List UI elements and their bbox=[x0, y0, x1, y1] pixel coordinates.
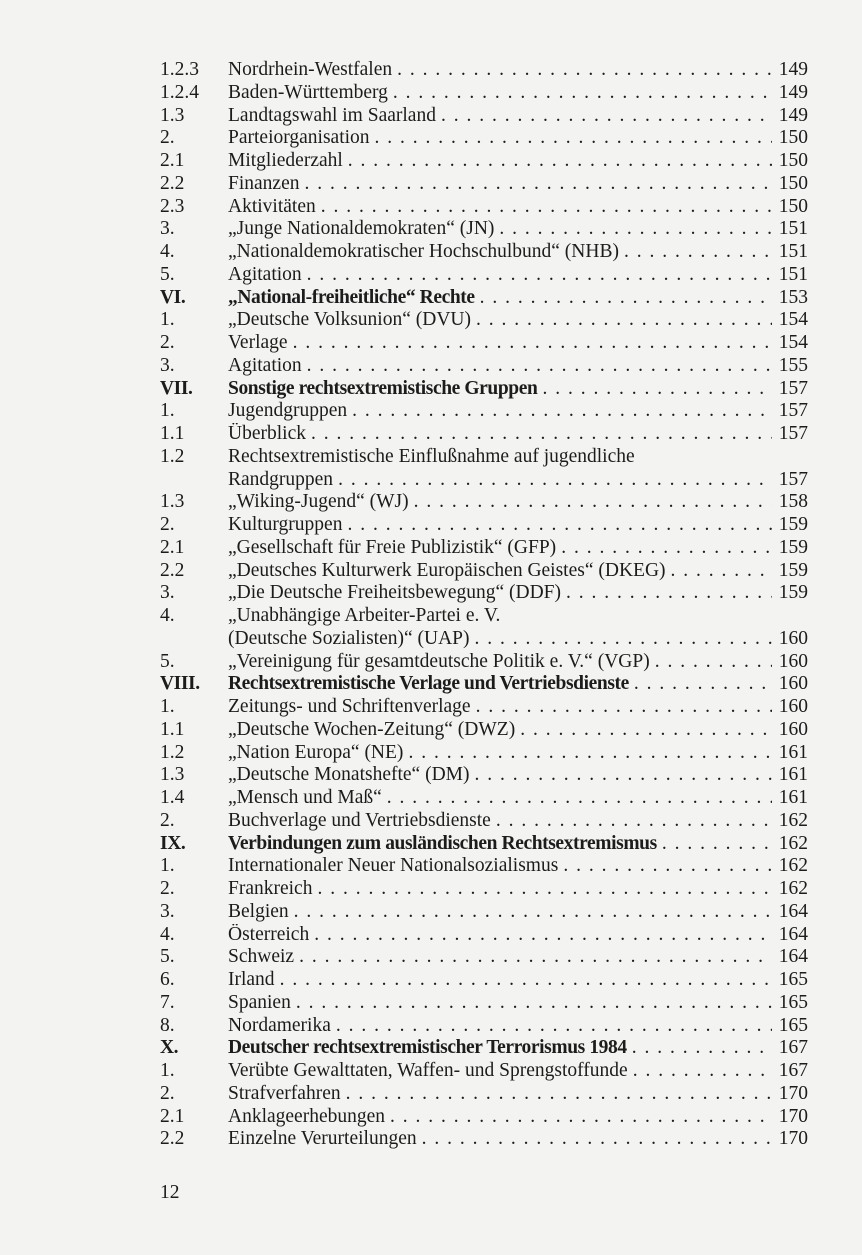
toc-number: 2.1 bbox=[160, 150, 185, 171]
toc-entry bbox=[228, 969, 772, 992]
toc-title: Spanien bbox=[228, 992, 296, 1013]
toc-page-number: 162 bbox=[778, 855, 808, 877]
toc-title: Agitation bbox=[228, 355, 307, 376]
toc-number: 1. bbox=[160, 309, 175, 331]
toc-row bbox=[160, 787, 808, 810]
toc-title: Belgien bbox=[228, 901, 294, 922]
toc-page-number: 160 bbox=[778, 627, 808, 649]
toc-number: 2.3 bbox=[160, 195, 185, 217]
toc-page-number: 167 bbox=[778, 1037, 808, 1059]
toc-page-number: 160 bbox=[778, 650, 808, 672]
toc-title: „Deutsches Kulturwerk Europäischen Geistes“ (DKEG) bbox=[228, 560, 671, 581]
toc-number: 1. bbox=[160, 1060, 175, 1081]
toc-row bbox=[160, 924, 808, 947]
toc-row bbox=[160, 969, 808, 992]
toc-entry bbox=[228, 992, 772, 1015]
toc-title: Rechtsextremistische Einflußnahme auf jugendliche bbox=[228, 445, 635, 467]
toc-row bbox=[160, 719, 808, 742]
toc-title: Rechtsextremistische Verlage und Vertriebsdienste bbox=[228, 673, 634, 694]
toc-page-number: 161 bbox=[778, 764, 808, 786]
toc-page-number: 155 bbox=[778, 354, 808, 376]
toc-row bbox=[160, 560, 808, 583]
toc-number: 5. bbox=[160, 263, 175, 285]
toc-page-number: 164 bbox=[778, 900, 808, 922]
toc-page-number: 150 bbox=[778, 127, 808, 149]
toc-number: 1.1 bbox=[160, 423, 185, 444]
toc-number: 1.3 bbox=[160, 491, 185, 513]
toc-page-number: 158 bbox=[778, 491, 808, 513]
toc-number: 2.2 bbox=[160, 559, 185, 581]
toc-row bbox=[160, 946, 808, 969]
toc-row bbox=[160, 1106, 808, 1129]
toc-row bbox=[160, 105, 808, 128]
toc-number: 5. bbox=[160, 946, 175, 968]
toc-number: 8. bbox=[160, 1014, 175, 1036]
toc-entry bbox=[228, 196, 772, 219]
toc-row bbox=[160, 196, 808, 219]
toc-title: Österreich bbox=[228, 924, 314, 945]
toc-title: Nordrhein-Westfalen bbox=[228, 59, 397, 80]
toc-row bbox=[160, 218, 808, 241]
toc-row bbox=[160, 696, 808, 719]
toc-row bbox=[160, 1060, 808, 1083]
toc-row bbox=[160, 1015, 808, 1038]
toc-title: Kulturgruppen bbox=[228, 514, 347, 535]
toc-entry bbox=[228, 218, 772, 241]
toc-entry bbox=[228, 309, 772, 332]
toc-number: 2. bbox=[160, 1082, 175, 1104]
toc-title: Sonstige rechtsextremistische Gruppen bbox=[228, 378, 542, 399]
toc-entry bbox=[228, 514, 772, 537]
toc-number: 3. bbox=[160, 218, 175, 240]
toc-entry bbox=[228, 423, 772, 446]
toc-entry bbox=[228, 673, 772, 696]
toc-page-number: 157 bbox=[778, 377, 808, 399]
toc-chapter-row bbox=[160, 673, 808, 696]
toc-title: „Unabhängige Arbeiter-Partei e. V. bbox=[228, 605, 501, 626]
toc-title: „Nationaldemokratischer Hochschulbund“ (NHB) bbox=[228, 241, 624, 262]
toc-entry bbox=[228, 833, 772, 856]
toc-row bbox=[160, 309, 808, 332]
toc-number: 1. bbox=[160, 855, 175, 877]
toc-entry bbox=[228, 787, 772, 810]
toc-number: VI. bbox=[160, 286, 186, 308]
toc-number: 2. bbox=[160, 514, 175, 535]
toc-title: „Nation Europa“ (NE) bbox=[228, 742, 408, 763]
toc-page-number: 150 bbox=[778, 195, 808, 217]
toc-page-number: 159 bbox=[778, 559, 808, 581]
toc-entry bbox=[228, 582, 772, 605]
toc-title: Jugendgruppen bbox=[228, 400, 352, 421]
toc-title: Mitgliederzahl bbox=[228, 150, 348, 171]
toc-number: IX. bbox=[160, 832, 186, 854]
toc-number: 3. bbox=[160, 900, 175, 922]
toc-page-number: 165 bbox=[778, 991, 808, 1013]
toc-number: 7. bbox=[160, 991, 175, 1013]
toc-row bbox=[160, 332, 808, 355]
toc-number: X. bbox=[160, 1037, 179, 1059]
toc-title: „National-freiheitliche“ Rechte bbox=[228, 287, 480, 308]
toc-row bbox=[160, 241, 808, 264]
toc-entry bbox=[228, 924, 772, 947]
toc-number: VIII. bbox=[160, 673, 200, 695]
toc-title: Buchverlage und Vertriebsdienste bbox=[228, 810, 496, 831]
toc-title: Landtagswahl im Saarland bbox=[228, 105, 441, 126]
toc-entry bbox=[228, 764, 772, 787]
toc-chapter-row bbox=[160, 287, 808, 310]
toc-entry bbox=[228, 810, 772, 833]
toc-number: 1. bbox=[160, 400, 175, 422]
toc-number: 3. bbox=[160, 354, 175, 376]
toc-row bbox=[160, 264, 808, 287]
toc-title: „Deutsche Wochen-Zeitung“ (DWZ) bbox=[228, 719, 520, 740]
toc-entry bbox=[228, 127, 772, 150]
toc-entry bbox=[228, 855, 772, 878]
toc-page-number: 162 bbox=[778, 809, 808, 831]
toc-page-number: 170 bbox=[778, 1082, 808, 1104]
toc-entry bbox=[228, 491, 772, 514]
toc-row bbox=[160, 901, 808, 924]
toc-row bbox=[160, 992, 808, 1015]
toc-entry bbox=[228, 696, 772, 719]
toc-row bbox=[160, 82, 808, 105]
toc-page-number: 165 bbox=[778, 969, 808, 990]
toc-title: Parteiorganisation bbox=[228, 127, 375, 148]
toc-entry bbox=[228, 264, 772, 287]
toc-number: 1. bbox=[160, 696, 175, 717]
toc-row bbox=[160, 59, 808, 82]
toc-entry bbox=[228, 355, 772, 378]
toc-title: Anklageerhebungen bbox=[228, 1106, 390, 1127]
toc-number: 4. bbox=[160, 923, 175, 945]
toc-title: „Deutsche Monatshefte“ (DM) bbox=[228, 764, 475, 785]
toc-page-number: 151 bbox=[778, 263, 808, 285]
toc-chapter-row bbox=[160, 833, 808, 856]
toc-title: Agitation bbox=[228, 264, 307, 285]
toc-entry bbox=[228, 946, 772, 969]
toc-chapter-row bbox=[160, 378, 808, 401]
toc-title-continued: Randgruppen bbox=[228, 469, 338, 490]
toc-row bbox=[160, 582, 808, 605]
toc-page-number: 160 bbox=[778, 696, 808, 717]
toc-title: Strafverfahren bbox=[228, 1083, 346, 1104]
toc-number: VII. bbox=[160, 377, 193, 399]
toc-number: 4. bbox=[160, 241, 175, 262]
toc-row bbox=[160, 855, 808, 878]
toc-entry bbox=[228, 605, 772, 651]
toc-number: 2. bbox=[160, 809, 175, 831]
toc-page-number: 150 bbox=[778, 150, 808, 171]
toc-number: 1.2 bbox=[160, 741, 185, 763]
toc-page-number: 164 bbox=[778, 946, 808, 968]
toc-number: 5. bbox=[160, 650, 175, 672]
toc-title: Verbindungen zum ausländischen Rechtsextremismus bbox=[228, 833, 662, 854]
page-number: 12 bbox=[160, 1182, 180, 1203]
toc-entry bbox=[228, 1128, 772, 1151]
toc-row bbox=[160, 1128, 808, 1151]
toc-entry bbox=[228, 537, 772, 560]
toc-title: „Gesellschaft für Freie Publizistik“ (GFP) bbox=[228, 537, 561, 558]
toc-entry bbox=[228, 901, 772, 924]
toc-entry bbox=[228, 332, 772, 355]
toc-title: Finanzen bbox=[228, 173, 304, 194]
toc-number: 2. bbox=[160, 127, 175, 149]
toc-page-number: 160 bbox=[778, 673, 808, 695]
toc-title: Internationaler Neuer Nationalsozialismus bbox=[228, 855, 563, 876]
toc-number: 1.2.3 bbox=[160, 59, 199, 80]
toc-entry bbox=[228, 1083, 772, 1106]
toc-row bbox=[160, 651, 808, 674]
toc-title: „Junge Nationaldemokraten“ (JN) bbox=[228, 218, 499, 239]
toc-title: Zeitungs- und Schriftenverlage bbox=[228, 696, 476, 717]
toc-number: 2.2 bbox=[160, 172, 185, 194]
toc-title: Aktivitäten bbox=[228, 196, 321, 217]
toc-page-number: 161 bbox=[778, 787, 808, 808]
toc-page-number: 149 bbox=[778, 81, 808, 103]
toc-entry bbox=[228, 1060, 772, 1083]
toc-entry bbox=[228, 1037, 772, 1060]
toc-title: Einzelne Verurteilungen bbox=[228, 1128, 422, 1149]
toc-title: Schweiz bbox=[228, 946, 299, 967]
toc-page-number: 167 bbox=[778, 1060, 808, 1081]
toc-number: 1.3 bbox=[160, 764, 185, 786]
toc-row bbox=[160, 491, 808, 514]
toc-entry bbox=[228, 719, 772, 742]
toc-number: 2. bbox=[160, 878, 175, 899]
toc-entry bbox=[228, 651, 772, 674]
toc-title: Baden-Württemberg bbox=[228, 82, 393, 103]
toc-entry bbox=[228, 742, 772, 765]
toc-entry bbox=[228, 287, 772, 310]
toc-page-number: 153 bbox=[778, 286, 808, 308]
toc-page-number: 149 bbox=[778, 59, 808, 80]
toc-page-number: 162 bbox=[778, 832, 808, 854]
toc-number: 1.1 bbox=[160, 718, 185, 740]
toc-page-number: 151 bbox=[778, 218, 808, 240]
toc-number: 4. bbox=[160, 605, 175, 626]
toc-row bbox=[160, 605, 808, 651]
toc-page-number: 170 bbox=[778, 1105, 808, 1127]
toc-page-number: 164 bbox=[778, 923, 808, 945]
toc-number: 2.1 bbox=[160, 1105, 185, 1127]
toc-title: „Mensch und Maß“ bbox=[228, 787, 387, 808]
toc-title: „Deutsche Volksunion“ (DVU) bbox=[228, 309, 476, 330]
toc-title: Deutscher rechtsextremistischer Terrorismus 1984 bbox=[228, 1037, 632, 1058]
toc-page-number: 159 bbox=[778, 582, 808, 604]
toc-row bbox=[160, 810, 808, 833]
toc-number: 2.2 bbox=[160, 1128, 185, 1150]
toc-row bbox=[160, 423, 808, 446]
toc-page-number: 159 bbox=[778, 514, 808, 535]
toc-entry bbox=[228, 1106, 772, 1129]
toc-page-number: 161 bbox=[778, 741, 808, 763]
toc-page-number: 162 bbox=[778, 878, 808, 899]
toc-row bbox=[160, 742, 808, 765]
toc-chapter-row bbox=[160, 1037, 808, 1060]
toc-row bbox=[160, 1083, 808, 1106]
toc-title: „Wiking-Jugend“ (WJ) bbox=[228, 491, 414, 512]
toc-page-number: 159 bbox=[778, 536, 808, 558]
toc-title: Überblick bbox=[228, 423, 311, 444]
toc-page-number: 149 bbox=[778, 104, 808, 126]
toc-page-number: 150 bbox=[778, 172, 808, 194]
table-of-contents bbox=[160, 59, 808, 1151]
toc-page-number: 154 bbox=[778, 332, 808, 353]
toc-entry bbox=[228, 560, 772, 583]
toc-title: „Vereinigung für gesamtdeutsche Politik e. V.“ (VGP) bbox=[228, 651, 655, 672]
toc-row bbox=[160, 150, 808, 173]
toc-page-number: 160 bbox=[778, 718, 808, 740]
toc-title: Frankreich bbox=[228, 878, 317, 899]
toc-entry bbox=[228, 1015, 772, 1038]
toc-page-number: 151 bbox=[778, 241, 808, 262]
toc-entry bbox=[228, 878, 772, 901]
toc-title: Nordamerika bbox=[228, 1015, 336, 1036]
toc-number: 2. bbox=[160, 332, 175, 353]
toc-title: Verlage bbox=[228, 332, 293, 353]
toc-number: 1.4 bbox=[160, 787, 185, 808]
toc-title: Irland bbox=[228, 969, 280, 990]
toc-row bbox=[160, 127, 808, 150]
toc-page-number: 157 bbox=[778, 468, 808, 490]
toc-row bbox=[160, 764, 808, 787]
toc-page-number: 154 bbox=[778, 309, 808, 331]
toc-row bbox=[160, 446, 808, 492]
toc-row bbox=[160, 537, 808, 560]
toc-row bbox=[160, 878, 808, 901]
toc-number: 1.2.4 bbox=[160, 81, 199, 103]
toc-page-number: 157 bbox=[778, 423, 808, 444]
toc-row bbox=[160, 400, 808, 423]
toc-entry bbox=[228, 378, 772, 401]
toc-title-continued: (Deutsche Sozialisten)“ (UAP) bbox=[228, 628, 475, 649]
toc-entry bbox=[228, 150, 772, 173]
toc-title: „Die Deutsche Freiheitsbewegung“ (DDF) bbox=[228, 582, 566, 603]
toc-number: 6. bbox=[160, 969, 175, 990]
toc-page-number: 157 bbox=[778, 400, 808, 422]
toc-entry bbox=[228, 446, 772, 492]
toc-row bbox=[160, 355, 808, 378]
toc-entry bbox=[228, 59, 772, 82]
toc-page-number: 170 bbox=[778, 1128, 808, 1150]
toc-entry bbox=[228, 173, 772, 196]
toc-entry bbox=[228, 82, 772, 105]
toc-row bbox=[160, 514, 808, 537]
toc-number: 1.2 bbox=[160, 445, 185, 467]
toc-number: 1.3 bbox=[160, 104, 185, 126]
toc-number: 2.1 bbox=[160, 536, 185, 558]
toc-number: 3. bbox=[160, 582, 175, 604]
toc-entry bbox=[228, 105, 772, 128]
toc-title: Verübte Gewalttaten, Waffen- und Sprengstoffunde bbox=[228, 1060, 633, 1081]
toc-entry bbox=[228, 400, 772, 423]
toc-row bbox=[160, 173, 808, 196]
toc-entry bbox=[228, 241, 772, 264]
toc-page-number: 165 bbox=[778, 1014, 808, 1036]
